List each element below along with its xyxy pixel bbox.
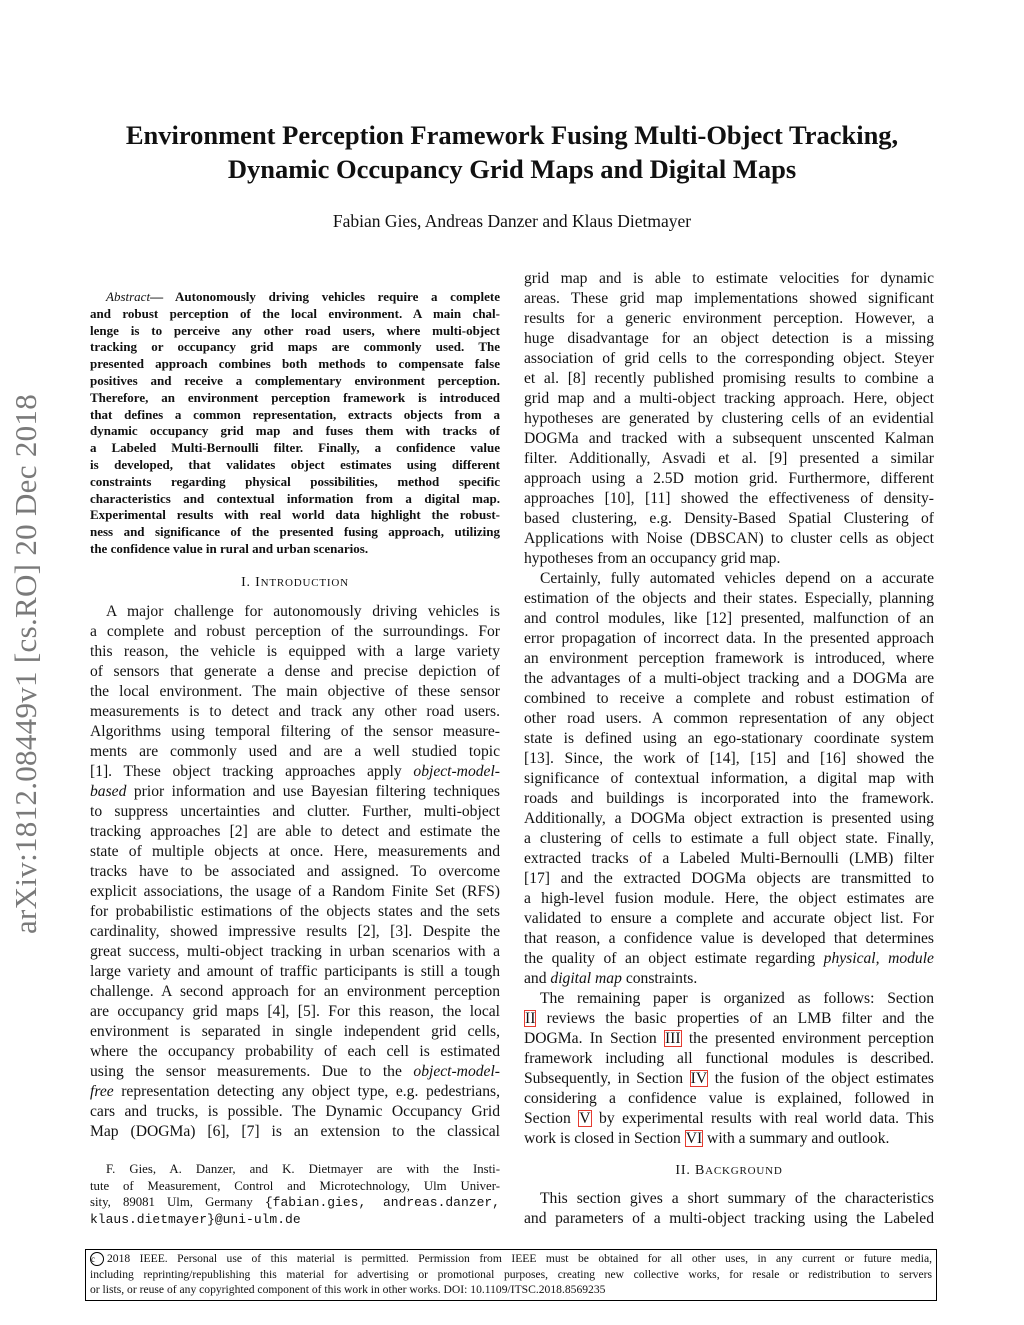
text-line: grid map and a multi-object tracking approach. Here, object [524, 390, 934, 407]
copyright-line: or lists, or reuse of any copyrighted component of this work in other works. DOI: 10.1109/ITSC.2018.8569235 [90, 1283, 606, 1296]
abstract-line: that defines a common representation, extracts objects from a [90, 406, 500, 422]
text-line: great success, multi-object tracking in urban scenarios with a [90, 943, 500, 960]
abstract-line: the confidence value in rural and urban scenarios. [90, 540, 369, 556]
text-line: framework including all functional modules is described. [524, 1050, 934, 1067]
section-ref-link[interactable]: II [525, 1010, 536, 1027]
text-line: approach using a 2.5D motion grid. Furthermore, different [524, 470, 934, 487]
abstract-line: and robust perception of the local environment. A main chal- [90, 305, 500, 321]
text-line: to suppress uncertainties and clutter. Further, multi-object [90, 803, 500, 820]
email-addresses: klaus.dietmayer}@uni-ulm.de [90, 1211, 301, 1227]
copyright-icon: c [90, 1252, 104, 1266]
footnote-line: tute of Measurement, Control and Microtechnology, Ulm Univer- [90, 1178, 500, 1193]
text-line: considering a confidence value is explained, followed in [524, 1090, 934, 1107]
text-line: and parameters of a multi-object tracking using the Labeled [524, 1210, 934, 1227]
abstract-line: is developed, that validates object estimates using different [90, 456, 500, 472]
text-line: extracted tracks of a Labeled Multi-Bernoulli (LMB) filter [524, 850, 934, 867]
text-line: A major challenge for autonomously driving vehicles is [106, 603, 500, 620]
text-line: II reviews the basic properties of an LMB filter and the [525, 1010, 934, 1027]
email-addresses: {fabian.gies, andreas.danzer, [264, 1195, 500, 1211]
background-body [524, 1189, 934, 1229]
text-line: Additionally, a DOGMa object extraction is presented using [524, 810, 934, 827]
text-line: Subsequently, in Section IV the fusion of the object estimates [524, 1070, 934, 1087]
text-line: the advantages of a multi-object tracking and a DOGMa are [524, 670, 934, 687]
abstract-line: dynamic occupancy grid map and fuses them with tracks of [90, 423, 500, 439]
abstract [90, 289, 500, 558]
text-line: that reason, a confidence value is developed that determines [524, 930, 934, 947]
text-line: [17] and the extracted DOGMa objects are transmitted to [524, 870, 934, 887]
text-line: roads and buildings is incorporated into the framework. [524, 790, 934, 807]
text-line: Algorithms using temporal filtering of the sensor measure- [90, 723, 500, 740]
abstract-line: lenge is to perceive any other road users, where multi-object [90, 322, 500, 338]
text-line: Map (DOGMa) [6], [7] is an extension to the classical [90, 1123, 500, 1140]
text-line: hypotheses are generated by clustering cells of an evidential [524, 410, 934, 427]
abstract-line: Abstract— Autonomously driving vehicles require a complete [106, 289, 500, 304]
text-line: state of multiple objects at once. Here, measurements and [90, 843, 500, 860]
text-line: the quality of an object estimate regarding physical, module [524, 950, 934, 967]
abstract-label: Abstract [106, 289, 151, 304]
section-heading-background: II. BACKGROUND [675, 1163, 783, 1178]
text-line: [13]. Since, the work of [14], [15] and [16] showed the [524, 750, 934, 767]
section-ref-link[interactable]: VI [685, 1130, 703, 1147]
text-line: approaches [10], [11] showed the effectiveness of density- [524, 490, 934, 507]
text-line: environment is separated in single independent grid cells, [90, 1023, 500, 1040]
copyright-notice [85, 1249, 937, 1301]
text-line: where the occupancy probability of each cell is estimated [90, 1043, 500, 1060]
text-line: validated to ensure a complete and accurate object list. For [524, 910, 934, 927]
text-line: a high-level fusion module. Here, the object estimates are [524, 890, 934, 907]
section-heading-introduction: I. INTRODUCTION [241, 575, 349, 590]
abstract-line: ness and significance of the presented fusing approach, utilizing [90, 524, 500, 540]
text-line: challenge. A second approach for an environment perception [90, 983, 500, 1000]
text-line: This section gives a short summary of the characteristics [540, 1190, 934, 1207]
text-line: work is closed in Section VI with a summary and outlook. [524, 1130, 890, 1147]
text-line: grid map and is able to estimate velocities for dynamic [524, 270, 934, 287]
abstract-line: positives and receive a complementary environment perception. [90, 372, 500, 388]
introduction-body [90, 602, 500, 1142]
text-line: of sensors that generate a dense and precise depiction of [90, 663, 500, 680]
arxiv-identifier: arXiv:1812.08449v1 [cs.RO] 20 Dec 2018 [8, 393, 43, 934]
footnote-line [90, 1211, 500, 1228]
right-column-body [524, 269, 934, 1149]
text-line: huge disadvantage for an object detection is a missing [524, 330, 934, 347]
text-line: are occupancy grid maps [4], [5]. For this reason, the local [90, 1003, 500, 1020]
section-ref-link[interactable]: V [579, 1110, 591, 1127]
title-line-2: Dynamic Occupancy Grid Maps and Digital Maps [227, 154, 797, 184]
text-line: association of grid cells to the corresponding object. Steyer [524, 350, 934, 367]
copyright-line: c 2018 IEEE. Personal use of this material is permitted. Permission from IEEE must be obtained for all other uses, in any current or future media, [91, 1252, 932, 1265]
text-line: explicit associations, the usage of a Random Finite Set (RFS) [90, 883, 500, 900]
text-line: a clustering of cells to estimate a full object state. Finally, [524, 830, 934, 847]
text-line: for probabilistic estimations of the objects states and the sets [90, 903, 500, 920]
footnote-line: sity, 89081 Ulm, Germany {fabian.gies, andreas.danzer, [90, 1195, 500, 1211]
text-line: a complete and robust perception of the surroundings. For [90, 623, 500, 640]
text-line: using the sensor measurements. Due to the object-model- [90, 1063, 500, 1080]
abstract-line: presented approach combines both methods to compensate false [90, 356, 500, 372]
text-line: state is defined using an ego-stationary coordinate system [524, 730, 934, 747]
text-line: areas. These grid map implementations showed significant [524, 290, 934, 307]
text-line: ments are commonly used and are a well studied topic [90, 743, 500, 760]
text-line: other road users. A common representation of any object [524, 710, 934, 727]
text-line: DOGMa. In Section III the presented environment perception [524, 1030, 934, 1047]
abstract-line: constraints regarding physical possibilities, method specific [90, 473, 500, 489]
text-line: [1]. These object tracking approaches apply object-model- [90, 763, 500, 780]
text-line: error propagation of incorrect data. In the presented approach [524, 630, 934, 647]
text-line: Applications with Noise (DBSCAN) to cluster cells as object [524, 530, 934, 547]
footnote-line: F. Gies, A. Danzer, and K. Dietmayer are with the Insti- [106, 1162, 500, 1176]
text-line: and control modules, like [12] presented, malfunction of an [524, 610, 934, 627]
text-line: et al. [8] recently published promising results to combine a [524, 370, 934, 387]
text-line: measurements is to detect and track any other road users. [90, 703, 500, 720]
title-line-1: Environment Perception Framework Fusing Multi-Object Tracking, [125, 120, 899, 150]
text-line: free representation detecting any object type, e.g. pedestrians, [90, 1083, 500, 1100]
text-line: combined to receive a complete and robust estimation of [524, 690, 934, 707]
text-line: cars and trucks, is possible. The Dynamic Occupancy Grid [90, 1103, 500, 1120]
section-ref-link[interactable]: IV [690, 1070, 708, 1087]
abstract-line: Therefore, an environment perception framework is introduced [90, 389, 500, 405]
text-line: an environment perception framework is introduced, where [524, 650, 934, 667]
text-line: filter. Additionally, Asvadi et al. [9] presented a similar [524, 450, 934, 467]
text-line: Certainly, fully automated vehicles depend on a accurate [540, 570, 934, 587]
text-line: and digital map constraints. [524, 970, 698, 987]
text-line: Section V by experimental results with real world data. This [524, 1110, 934, 1127]
text-line: The remaining paper is organized as follows: Section [540, 990, 934, 1007]
section-ref-link[interactable]: III [664, 1030, 681, 1047]
text-line: based clustering, e.g. Density-Based Spatial Clustering of [524, 510, 934, 527]
paper-title [60, 118, 964, 186]
text-line: cardinality, showed impressive results [2], [3]. Despite the [90, 923, 500, 940]
text-line: DOGMa and tracked with a subsequent unscented Kalman [524, 430, 934, 447]
text-line: tracks have to be associated and assigned. To overcome [90, 863, 500, 880]
text-line: large variety and amount of traffic participants is still a tough [90, 963, 500, 980]
text-line: the local environment. The main objective of these sensor [90, 683, 500, 700]
abstract-line: Experimental results with real world data highlight the robust- [90, 507, 500, 523]
text-line: estimation of the objects and their states. Especially, planning [524, 590, 934, 607]
text-line: results for a generic environment perception. However, a [524, 310, 934, 327]
text-line: hypotheses from an occupancy grid map. [524, 550, 781, 567]
abstract-line: tracking or occupancy grid maps are commonly used. The [90, 339, 500, 355]
author-footnote [90, 1161, 500, 1227]
abstract-line: characteristics and contextual information from a digital map. [90, 490, 500, 506]
text-line: tracking approaches [2] are able to detect and estimate the [90, 823, 500, 840]
abstract-line: a Labeled Multi-Bernoulli filter. Finally, a confidence value [90, 440, 500, 456]
author-list: Fabian Gies, Andreas Danzer and Klaus Dietmayer [332, 211, 692, 231]
text-line: based prior information and use Bayesian filtering techniques [90, 783, 500, 800]
copyright-line: including reprinting/republishing this material for advertising or promotional purposes, creating new collective works, for resale or redistribution to servers [90, 1267, 932, 1281]
text-line: this reason, the vehicle is equipped with a large variety [90, 643, 500, 660]
text-line: significance of contextual information, a digital map with [524, 770, 934, 787]
